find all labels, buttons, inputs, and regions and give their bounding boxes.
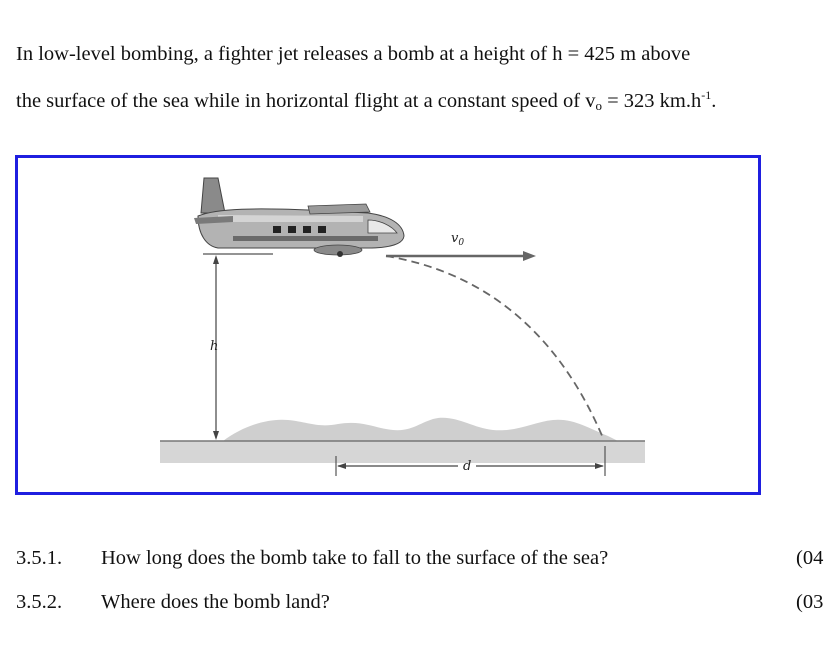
question-1-number: 3.5.1.	[16, 547, 63, 569]
question-1-marks: (04	[796, 547, 824, 569]
question-1	[16, 547, 776, 575]
question-2	[16, 591, 776, 619]
velocity-arrowhead	[523, 251, 536, 261]
airplane-icon	[194, 178, 404, 257]
projectile-diagram	[18, 158, 758, 492]
question-1-text: How long does the bomb take to fall to the surface of the sea?	[101, 547, 609, 569]
bomb-trajectory	[386, 256, 603, 438]
height-arrowhead-bottom	[213, 431, 219, 440]
distance-arrowhead-left	[337, 463, 346, 469]
velocity-label: $v_0$	[451, 231, 465, 248]
problem-line-2: the surface of the sea while in horizontal flight at a constant speed of $v_o = 323$ $km.h^{-1}$.	[16, 88, 717, 113]
exponent: -1	[701, 88, 712, 102]
height-arrowhead-top	[213, 255, 219, 264]
problem-line-1: In low-level bombing, a fighter jet releases a bomb at a height of h = 425 m above	[16, 43, 691, 65]
figure-frame	[15, 155, 761, 495]
distance-label: d	[463, 459, 472, 474]
problem-statement	[16, 34, 816, 126]
distance-arrowhead-right	[595, 463, 604, 469]
v-subscript: o	[595, 98, 602, 113]
sea-surface	[160, 441, 645, 463]
terrain-hills	[223, 418, 618, 441]
question-2-number: 3.5.2.	[16, 591, 63, 613]
height-label: h	[210, 339, 219, 354]
question-2-text: Where does the bomb land?	[101, 591, 330, 613]
question-2-marks: (03	[796, 591, 824, 613]
